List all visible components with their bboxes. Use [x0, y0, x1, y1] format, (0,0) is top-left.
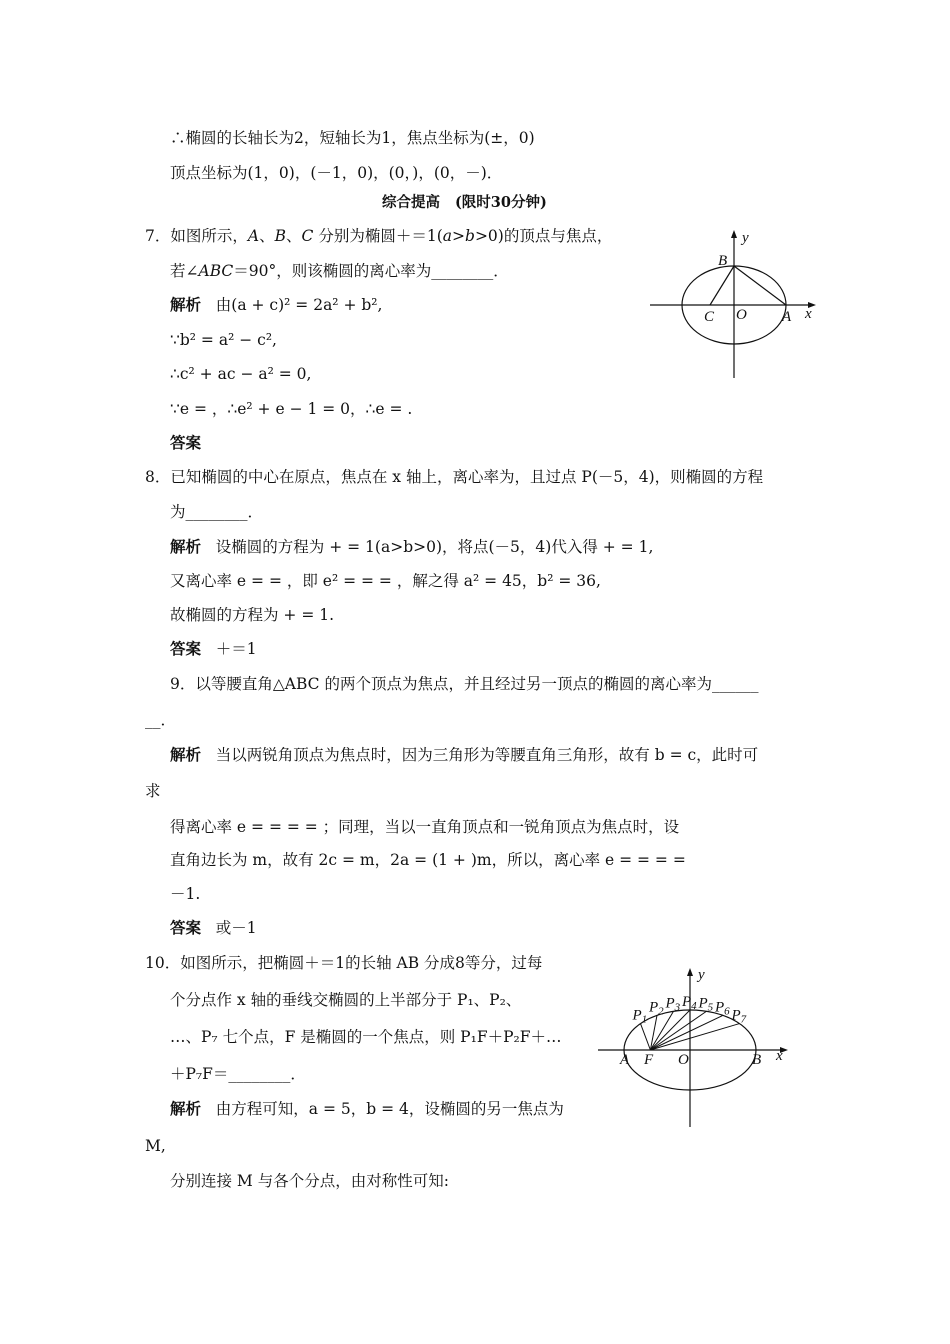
- q8-solution-1: 解析 设椭圆的方程为 + = 1(a>b>0)，将点(－5，4)代入得 + = 1,: [170, 537, 654, 556]
- solution-label: 解析: [170, 295, 202, 314]
- q10-number: 10．: [145, 954, 181, 972]
- q7-number: 7．: [145, 227, 171, 245]
- answer-label: 答案: [170, 433, 202, 452]
- q10-line-3: …、P₇ 七个点，F 是椭圆的一个焦点，则 P₁F＋P₂F＋…: [170, 1028, 562, 1046]
- point-c-label: C: [704, 309, 715, 325]
- q9-line-2: __．: [145, 711, 177, 729]
- section-title: 综合提高: [382, 194, 440, 211]
- q10-line-4: ＋P₇F＝________．: [170, 1065, 306, 1083]
- q9-number: 9．: [170, 675, 196, 693]
- segment-cb: [710, 266, 734, 305]
- q9-answer: 答案 或－1: [170, 918, 257, 937]
- y-axis-label: y: [698, 967, 705, 983]
- q7-solution-1: 解析 由(a + c)² = 2a² + b²,: [170, 295, 383, 314]
- solution-label: 解析: [170, 1099, 202, 1118]
- point-b-label: B: [718, 253, 728, 269]
- q7-solution-4: ∵e = ，∴e² + e − 1 = 0，∴e = .: [170, 400, 413, 418]
- q8-solution-3: 故椭圆的方程为 + = 1.: [170, 606, 335, 624]
- q10-line-2: 个分点作 x 轴的垂线交椭圆的上半部分于 P₁、P₂、: [170, 991, 522, 1009]
- q7-answer: [170, 433, 201, 453]
- solution-label: 解析: [170, 745, 202, 764]
- y-axis-arrow: [731, 230, 737, 238]
- point-a-label: A: [782, 309, 792, 325]
- origin-label: O: [736, 307, 747, 323]
- section-time: (限时30分钟): [454, 194, 547, 211]
- point-b-label: B: [752, 1052, 762, 1068]
- y-axis-arrow: [687, 968, 693, 976]
- section-header: [382, 192, 547, 213]
- q9-solution-1b: 求: [145, 782, 161, 800]
- q9-line-1: 9．以等腰直角△ABC 的两个顶点为焦点，并且经过另一顶点的椭圆的离心率为______: [170, 675, 759, 693]
- q9-solution-3: 直角边长为 m，故有 2c = m，2a = (1 + )m，所以，离心率 e = = = =: [170, 851, 686, 869]
- q7-line-1: 7．如图所示，A、B、C 分别为椭圆＋＝1(a>b>0)的顶点与焦点，: [145, 227, 613, 245]
- answer-label: 答案: [170, 918, 202, 937]
- q8-answer: 答案 ＋＝1: [170, 639, 257, 658]
- q7-line-2: 若∠ABC＝90°，则该椭圆的离心率为________．: [170, 262, 509, 280]
- chord-p1: [641, 1024, 651, 1050]
- segment-ba: [734, 266, 786, 305]
- point-p1-label: $P_1$: [632, 1007, 648, 1026]
- point-p4-label: $P_4$: [682, 994, 697, 1012]
- text-line-vertices: 顶点坐标为(1，0)，(－1，0)，(0，)，(0，－)．: [170, 164, 503, 182]
- q9-solution-4: －1.: [170, 885, 201, 903]
- q9-solution-1: 解析 当以两锐角顶点为焦点时，因为三角形为等腰直角三角形，故有 b = c，此时可: [170, 745, 759, 764]
- q10-solution-1b: M,: [145, 1137, 166, 1155]
- q8-line-1: 8．已知椭圆的中心在原点，焦点在 x 轴上，离心率为，且过点 P(－5，4)，则椭圆的方程: [145, 468, 764, 486]
- point-p5-label: $P_5$: [698, 995, 714, 1014]
- y-axis-label: y: [742, 230, 749, 246]
- point-labels: [632, 994, 747, 1026]
- point-p3-label: $P_3$: [665, 995, 681, 1014]
- x-axis-label: x: [776, 1048, 783, 1064]
- q8-solution-2: 又离心率 e = = ，即 e² = = = ，解之得 a² = 45，b² = 36,: [170, 572, 601, 590]
- q9-solution-2: 得离心率 e = = = = ；同理，当以一直角顶点和一锐角顶点为焦点时，设: [170, 818, 680, 836]
- origin-label: O: [678, 1052, 689, 1068]
- point-p7-label: $P_7$: [731, 1007, 747, 1026]
- q10-ellipse-figure: [596, 965, 796, 1130]
- q10-solution-1: 解析 由方程可知，a = 5，b = 4，设椭圆的另一焦点为: [170, 1099, 564, 1118]
- q10-solution-2: 分别连接 M 与各个分点，由对称性可知:: [170, 1172, 449, 1190]
- q10-line-1: 10．如图所示，把椭圆＋＝1的长轴 AB 分成8等分，过每: [145, 954, 543, 972]
- q7-solution-3: ∴c² + ac − a² = 0,: [170, 365, 312, 383]
- answer-label: 答案: [170, 639, 202, 658]
- text-line-axes: ∴椭圆的长轴长为2，短轴长为1，焦点坐标为(±，0): [170, 129, 535, 147]
- q7-ellipse-figure: [648, 228, 818, 380]
- solution-label: 解析: [170, 537, 202, 556]
- q8-line-2: 为________．: [170, 503, 264, 521]
- focus-f-label: F: [644, 1052, 654, 1068]
- q7-solution-2: ∵b² = a² − c²,: [170, 331, 277, 349]
- point-a-label: A: [620, 1052, 630, 1068]
- x-axis-label: x: [805, 306, 812, 322]
- point-p6-label: $P_6$: [715, 999, 730, 1018]
- point-p2-label: $P_2$: [649, 999, 664, 1018]
- q8-number: 8．: [145, 468, 171, 486]
